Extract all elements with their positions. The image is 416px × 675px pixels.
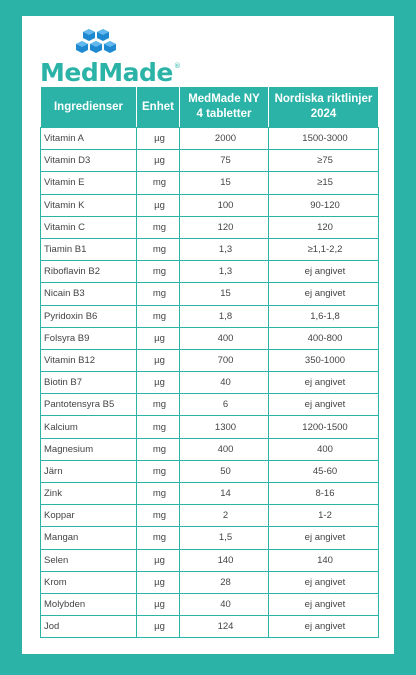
- cell-guideline: ej angivet: [269, 527, 379, 549]
- cell-unit: µg: [137, 150, 180, 172]
- table-body: [41, 128, 379, 638]
- header-guideline: [269, 87, 379, 128]
- cell-ingredient: Vitamin C: [41, 216, 137, 238]
- cell-guideline: 1500-3000: [269, 128, 379, 150]
- table-row: [41, 505, 379, 527]
- cell-guideline: 1-2: [269, 505, 379, 527]
- table-row: [41, 283, 379, 305]
- cell-amount: 124: [180, 616, 269, 638]
- cell-ingredient: Biotin B7: [41, 372, 137, 394]
- cell-ingredient: Vitamin K: [41, 194, 137, 216]
- cell-ingredient: Mangan: [41, 527, 137, 549]
- cell-amount: 1,8: [180, 305, 269, 327]
- cell-guideline: ej angivet: [269, 372, 379, 394]
- cell-amount: 50: [180, 460, 269, 482]
- header-ingredient: Ingredienser: [41, 87, 137, 128]
- cell-unit: µg: [137, 372, 180, 394]
- cell-unit: mg: [137, 505, 180, 527]
- cell-ingredient: Tiamin B1: [41, 238, 137, 260]
- table-row: [41, 527, 379, 549]
- cell-amount: 15: [180, 172, 269, 194]
- cell-guideline: ej angivet: [269, 261, 379, 283]
- cell-amount: 15: [180, 283, 269, 305]
- table-row: [41, 416, 379, 438]
- cell-unit: µg: [137, 549, 180, 571]
- cell-amount: 700: [180, 349, 269, 371]
- cell-amount: 75: [180, 150, 269, 172]
- cell-guideline: ej angivet: [269, 593, 379, 615]
- cell-guideline: 1,6-1,8: [269, 305, 379, 327]
- cell-unit: µg: [137, 571, 180, 593]
- table-row: [41, 305, 379, 327]
- table-row: [41, 194, 379, 216]
- cell-amount: 1300: [180, 416, 269, 438]
- cell-guideline: 90-120: [269, 194, 379, 216]
- trademark-symbol: ®: [173, 62, 181, 70]
- table-row: [41, 349, 379, 371]
- cell-ingredient: Krom: [41, 571, 137, 593]
- cell-ingredient: Vitamin A: [41, 128, 137, 150]
- table-row: [41, 261, 379, 283]
- table-row: [41, 372, 379, 394]
- cell-ingredient: Folsyra B9: [41, 327, 137, 349]
- table-row: [41, 216, 379, 238]
- cell-unit: mg: [137, 216, 180, 238]
- cell-unit: µg: [137, 593, 180, 615]
- cell-amount: 1,5: [180, 527, 269, 549]
- cell-amount: 40: [180, 593, 269, 615]
- table-row: [41, 571, 379, 593]
- table-row: [41, 616, 379, 638]
- brand-wordmark: [40, 58, 180, 87]
- table-row: [41, 593, 379, 615]
- table-row: [41, 172, 379, 194]
- cell-amount: 1,3: [180, 261, 269, 283]
- header-product: [180, 87, 269, 128]
- cell-unit: µg: [137, 349, 180, 371]
- cell-unit: mg: [137, 283, 180, 305]
- cell-guideline: ej angivet: [269, 283, 379, 305]
- cell-amount: 400: [180, 327, 269, 349]
- table-row: [41, 438, 379, 460]
- table-row: [41, 394, 379, 416]
- table-row: [41, 128, 379, 150]
- table-row: [41, 483, 379, 505]
- cell-amount: 6: [180, 394, 269, 416]
- cell-ingredient: Pantotensyra B5: [41, 394, 137, 416]
- cell-ingredient: Zink: [41, 483, 137, 505]
- cell-guideline: 400-800: [269, 327, 379, 349]
- nutrient-table: [40, 86, 379, 638]
- content-card: [22, 16, 394, 654]
- cell-unit: mg: [137, 438, 180, 460]
- cell-unit: mg: [137, 460, 180, 482]
- table-row: [41, 238, 379, 260]
- cell-ingredient: Riboflavin B2: [41, 261, 137, 283]
- table-row: [41, 549, 379, 571]
- cell-ingredient: Järn: [41, 460, 137, 482]
- cell-guideline: 140: [269, 549, 379, 571]
- cell-guideline: ≥75: [269, 150, 379, 172]
- header-guideline-line1: Nordiska riktlinjer: [274, 93, 373, 105]
- cell-ingredient: Nicain B3: [41, 283, 137, 305]
- header-product-line1: MedMade NY: [188, 93, 260, 105]
- cell-amount: 2000: [180, 128, 269, 150]
- cell-unit: µg: [137, 327, 180, 349]
- cell-unit: mg: [137, 483, 180, 505]
- cell-guideline: 1200-1500: [269, 416, 379, 438]
- cell-amount: 14: [180, 483, 269, 505]
- header-unit: Enhet: [137, 87, 180, 128]
- cell-ingredient: Vitamin D3: [41, 150, 137, 172]
- cell-ingredient: Selen: [41, 549, 137, 571]
- cell-guideline: 400: [269, 438, 379, 460]
- cell-amount: 120: [180, 216, 269, 238]
- cell-unit: mg: [137, 261, 180, 283]
- brand-name: MedMade: [40, 58, 173, 87]
- table-header-row: [41, 87, 379, 128]
- cell-unit: µg: [137, 616, 180, 638]
- table-row: [41, 150, 379, 172]
- cell-guideline: 120: [269, 216, 379, 238]
- cell-amount: 40: [180, 372, 269, 394]
- cell-guideline: ≥15: [269, 172, 379, 194]
- cell-amount: 400: [180, 438, 269, 460]
- cell-ingredient: Koppar: [41, 505, 137, 527]
- cell-guideline: ≥1,1-2,2: [269, 238, 379, 260]
- cell-unit: µg: [137, 128, 180, 150]
- cell-unit: mg: [137, 527, 180, 549]
- cell-unit: mg: [137, 394, 180, 416]
- cell-ingredient: Magnesium: [41, 438, 137, 460]
- cell-unit: mg: [137, 238, 180, 260]
- table-row: [41, 460, 379, 482]
- cell-ingredient: Jod: [41, 616, 137, 638]
- table-row: [41, 327, 379, 349]
- cell-ingredient: Vitamin E: [41, 172, 137, 194]
- cell-amount: 140: [180, 549, 269, 571]
- cell-ingredient: Kalcium: [41, 416, 137, 438]
- header-guideline-line2: 2024: [310, 108, 337, 120]
- cell-guideline: ej angivet: [269, 616, 379, 638]
- cell-unit: mg: [137, 305, 180, 327]
- hexagon-cluster-icon: [76, 28, 116, 60]
- cell-guideline: ej angivet: [269, 394, 379, 416]
- cell-guideline: 8-16: [269, 483, 379, 505]
- cell-guideline: ej angivet: [269, 571, 379, 593]
- cell-ingredient: Pyridoxin B6: [41, 305, 137, 327]
- cell-guideline: 350-1000: [269, 349, 379, 371]
- cell-unit: mg: [137, 172, 180, 194]
- header-product-line2: 4 tabletter: [196, 108, 252, 120]
- cell-amount: 1,3: [180, 238, 269, 260]
- cell-ingredient: Vitamin B12: [41, 349, 137, 371]
- cell-guideline: 45-60: [269, 460, 379, 482]
- cell-unit: µg: [137, 194, 180, 216]
- cell-amount: 2: [180, 505, 269, 527]
- cell-unit: mg: [137, 416, 180, 438]
- cell-amount: 28: [180, 571, 269, 593]
- cell-amount: 100: [180, 194, 269, 216]
- cell-ingredient: Molybden: [41, 593, 137, 615]
- brand-logo: [40, 28, 180, 92]
